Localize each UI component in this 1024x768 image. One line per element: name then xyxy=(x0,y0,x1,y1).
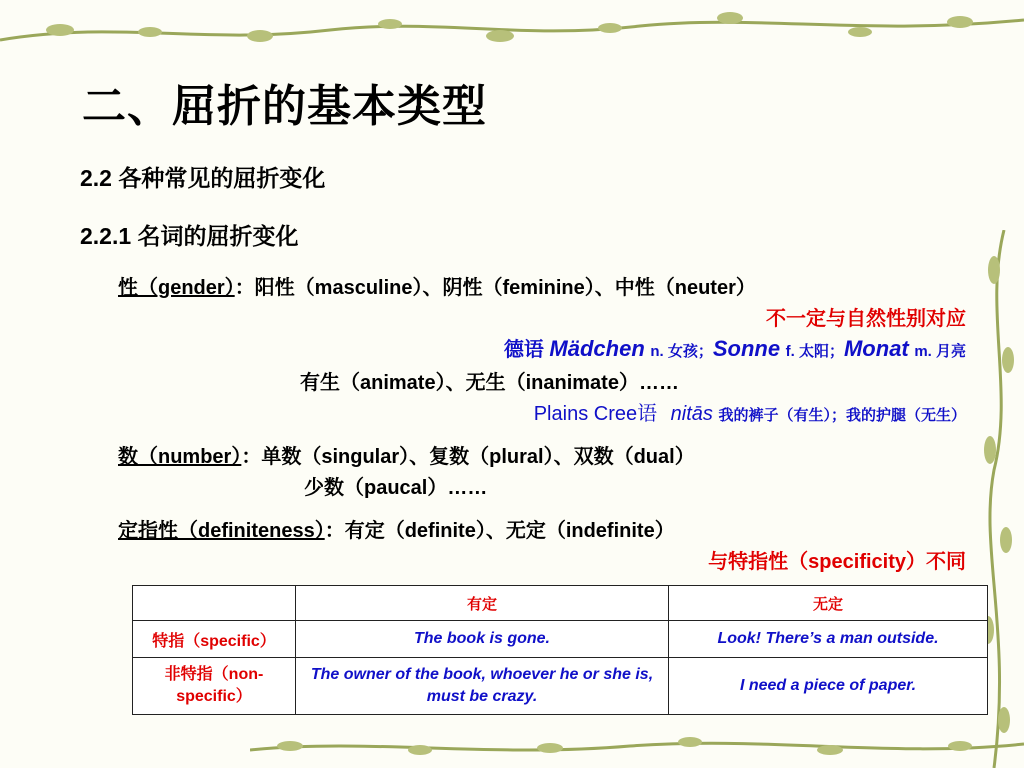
section-heading: 2.2 各种常见的屈折变化 xyxy=(80,165,326,191)
cell-nonspecific-indefinite: I need a piece of paper. xyxy=(669,658,988,715)
definiteness-note: 与特指性（specificity）不同 xyxy=(708,551,966,573)
number-values: ：单数（singular）、复数（plural）、双数（dual） xyxy=(241,446,695,468)
gender-values: ：阳性（masculine）、阴性（feminine）、中性（neuter） xyxy=(234,277,756,299)
table-corner-cell xyxy=(133,586,296,621)
table-row xyxy=(133,621,988,658)
cree-gloss: 我的裤子（有生）；我的护腿（无生） xyxy=(718,407,966,424)
german-gloss-2: f. 太阳； xyxy=(785,343,844,360)
animacy-line: 有生（animate）、无生（inanimate）…… xyxy=(300,372,679,394)
german-examples xyxy=(504,333,966,362)
gender-label: 性（gender） xyxy=(118,277,235,299)
row-head-specific: 特指（specific） xyxy=(133,621,296,658)
subsection-heading: 2.2.1 名词的屈折变化 xyxy=(80,223,299,249)
cell-specific-definite: The book is gone. xyxy=(296,621,669,658)
vine-decoration-top xyxy=(0,0,1024,60)
table-header-row xyxy=(133,586,988,621)
table-header-definite: 有定 xyxy=(296,586,669,621)
german-gloss-1: n. 女孩； xyxy=(650,343,713,360)
cree-lang: Plains Cree语 xyxy=(533,403,658,425)
number-extra: 少数（paucal）…… xyxy=(304,477,488,499)
gender-note: 不一定与自然性别对应 xyxy=(766,308,966,330)
definiteness-label: 定指性（definiteness） xyxy=(118,520,325,542)
row-head-nonspecific: 非特指（non-specific） xyxy=(133,658,296,715)
german-word-2: Sonne xyxy=(712,336,781,361)
cree-word: nitās xyxy=(670,403,713,425)
definiteness-values: ：有定（definite）、无定（indefinite） xyxy=(324,520,675,542)
table-header-indefinite: 无定 xyxy=(669,586,988,621)
german-word-1: Mädchen xyxy=(549,336,645,361)
number-line xyxy=(118,440,695,469)
page-title: 二、屈折的基本类型 xyxy=(82,82,487,131)
cell-specific-indefinite: Look! There’s a man outside. xyxy=(669,621,988,658)
german-gloss-3: m. 月亮 xyxy=(914,343,966,360)
cell-nonspecific-definite: The owner of the book, whoever he or she is, must be crazy. xyxy=(296,658,669,715)
definiteness-line xyxy=(118,514,675,543)
specificity-table xyxy=(132,585,988,715)
cree-examples xyxy=(534,397,966,426)
gender-line xyxy=(118,271,756,300)
german-lang: 德语 xyxy=(503,339,544,361)
number-label: 数（number） xyxy=(118,446,242,468)
table-row xyxy=(133,658,988,715)
german-word-3: Monat xyxy=(843,336,909,361)
vine-decoration-bottom xyxy=(250,728,1024,768)
